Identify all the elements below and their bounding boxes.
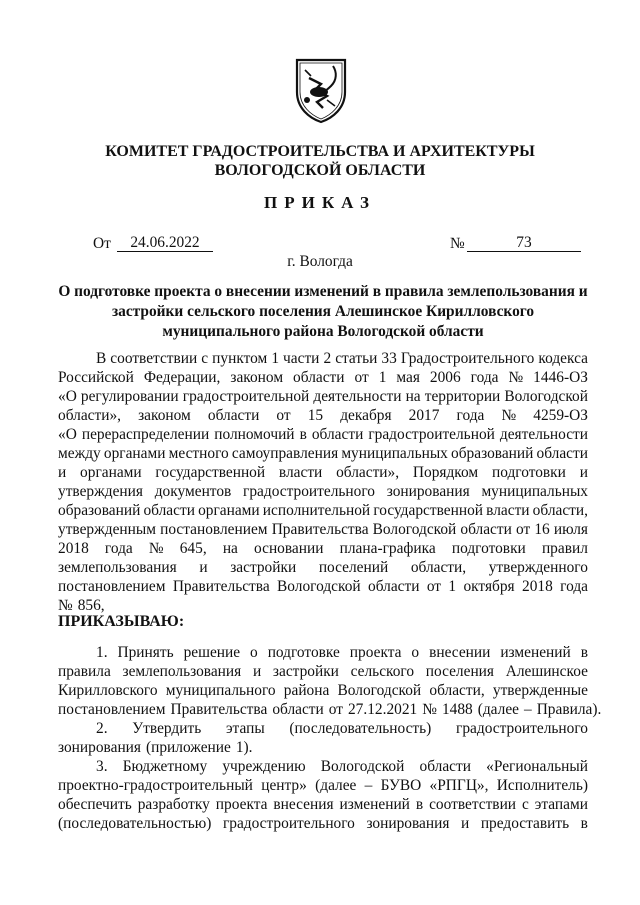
text-line: «О регулировании градостроительной деятельности на территории Вологодской	[58, 388, 588, 405]
coat-of-arms-emblem	[293, 56, 349, 124]
document-type-title: ПРИКАЗ	[264, 193, 376, 212]
text-line: правила землепользования и застройки сельского поселения Алешинское	[58, 663, 588, 680]
text-line: № 856,	[58, 597, 105, 614]
text-line: постановлением Правительства области от 27.12.2021 № 1488 (далее – Правила).	[58, 701, 602, 718]
order-items	[58, 643, 602, 833]
text-line: зонирования (приложение 1).	[58, 739, 253, 756]
text-line: 2018 года № 645, на основании плана-графика подготовки правил	[58, 540, 588, 557]
text-line: землепользования и застройки поселений области, утвержденного	[58, 559, 588, 576]
subject-line: застройки сельского поселения Алешинское Кирилловского	[111, 303, 535, 320]
text-line: 2. Утвердить этапы (последовательность) градостроительного	[96, 720, 588, 737]
city-name: г. Вологда	[287, 253, 353, 270]
text-line: и органами государственной власти области», Порядком подготовки и	[58, 464, 588, 481]
text-line: постановлением Правительства Вологодской области от 1 октября 2018 года	[58, 578, 588, 595]
text-line: образований области органами исполнительной государственной власти области,	[58, 502, 588, 519]
date-number-line	[93, 234, 613, 254]
number-sign: №	[450, 235, 465, 252]
text-line: между органами местного самоуправления муниципальных образований области	[58, 445, 588, 462]
text-line: области», законом области от 15 декабря 2017 года № 4259-ОЗ	[58, 407, 588, 424]
text-line: 1. Принять решение о подготовке проекта о внесении изменений в	[96, 644, 588, 661]
text-line: утверждения документов градостроительного зонирования муниципальных	[58, 483, 588, 500]
text-line: Кирилловского муниципального района Вологодской области, утвержденные	[58, 682, 588, 699]
organization-name-line-2: ВОЛОГОДСКОЙ ОБЛАСТИ	[214, 162, 426, 179]
text-line: Российской Федерации, законом области от 1 мая 2006 года № 1446-ОЗ	[58, 369, 588, 386]
document-number: 73	[467, 234, 581, 252]
subject-line: О подготовке проекта о внесении изменений в правила землепользования и	[58, 283, 588, 300]
text-line: утвержденным постановлением Правительства Вологодской области от 16 июля	[58, 521, 588, 538]
text-line: обеспечить разработку проекта внесения изменений в соответствии с этапами	[58, 796, 588, 813]
subject-line: муниципального района Вологодской области	[162, 323, 484, 340]
text-line: (последовательностью) градостроительного зонирования и предоставить в	[58, 815, 588, 832]
document-subject	[58, 282, 588, 342]
date-prefix: От	[93, 235, 111, 252]
text-line: проектно-градостроительный центр» (далее – БУВО «РПГЦ», Исполнитель)	[58, 777, 588, 794]
text-line: В соответствии с пунктом 1 части 2 статьи 33 Градостроительного кодекса	[96, 350, 588, 367]
text-line: «О перераспределении полномочий в области градостроительной деятельности	[58, 426, 588, 443]
organization-name-line-1: КОМИТЕТ ГРАДОСТРОИТЕЛЬСТВА И АРХИТЕКТУРЫ	[105, 143, 535, 160]
text-line: 3. Бюджетному учреждению Вологодской области «Региональный	[96, 758, 588, 775]
document-date: 24.06.2022	[117, 234, 213, 252]
order-word: ПРИКАЗЫВАЮ:	[58, 613, 185, 630]
preamble-paragraph	[58, 349, 588, 615]
